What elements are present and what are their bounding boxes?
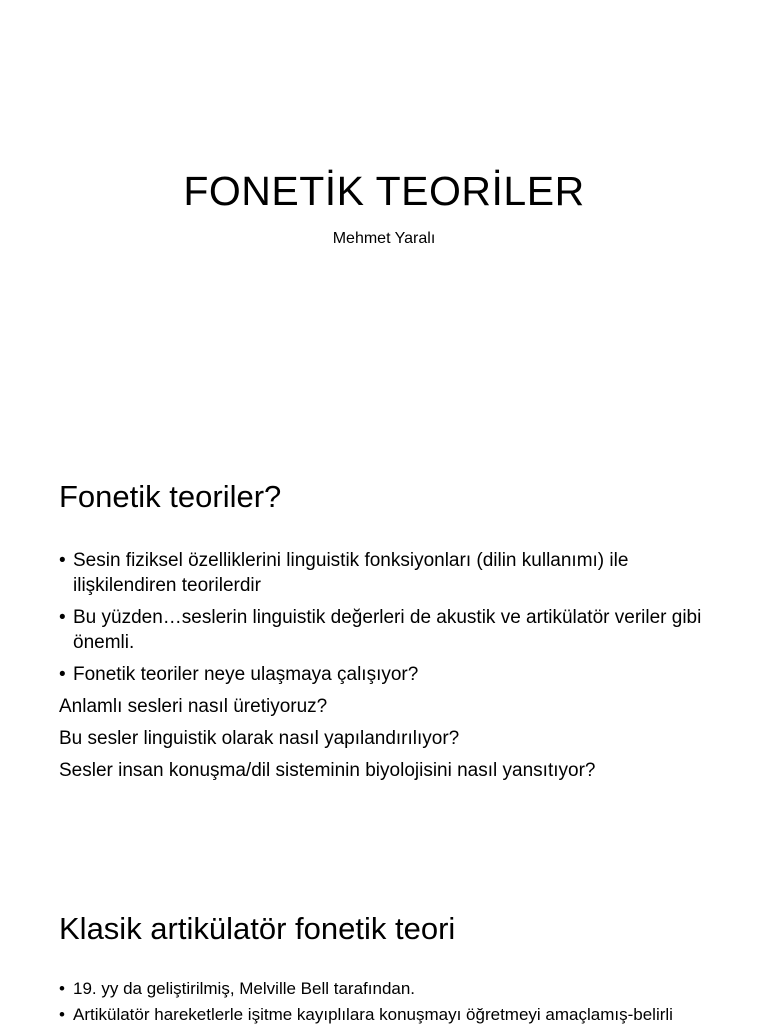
body-line: Sesler insan konuşma/dil sisteminin biyolojisini nasıl yansıtıyor? [59, 760, 596, 781]
slide-body [59, 548, 719, 790]
body-line: Bu sesler linguistik olarak nasıl yapılandırılıyor? [59, 728, 460, 749]
slide-heading: Klasik artikülatör fonetik teori [59, 911, 456, 946]
body-line: Anlamlı sesleri nasıl üretiyoruz? [59, 696, 328, 717]
slide-klasik-artikulator [0, 864, 768, 1024]
bullet-item: • Fonetik teoriler neye ulaşmaya çalışıyor? [59, 662, 719, 687]
slide-fonetik-teoriler [0, 432, 768, 864]
title-slide [0, 0, 768, 432]
bullet-item: • Sesin fiziksel özelliklerini linguistik fonksiyonları (dilin kullanımı) ile ilişkilendiren teorilerdir [59, 548, 719, 598]
bullet-item: • Artikülatör hareketlerle işitme kayıplılara konuşmayı öğretmeyi amaçlamış-belirli [59, 1004, 739, 1024]
presentation-title: FONETİK TEORİLER [183, 168, 585, 214]
bullet-item: • 19. yy da geliştirilmiş, Melville Bell tarafından. [59, 978, 739, 1000]
bullet-item: • Bu yüzden…seslerin linguistik değerleri de akustik ve artikülatör veriler gibi önemli. [59, 605, 719, 655]
author-name: Mehmet Yaralı [332, 230, 436, 247]
slide-heading: Fonetik teoriler? [59, 479, 282, 514]
slide-body [59, 978, 739, 1024]
